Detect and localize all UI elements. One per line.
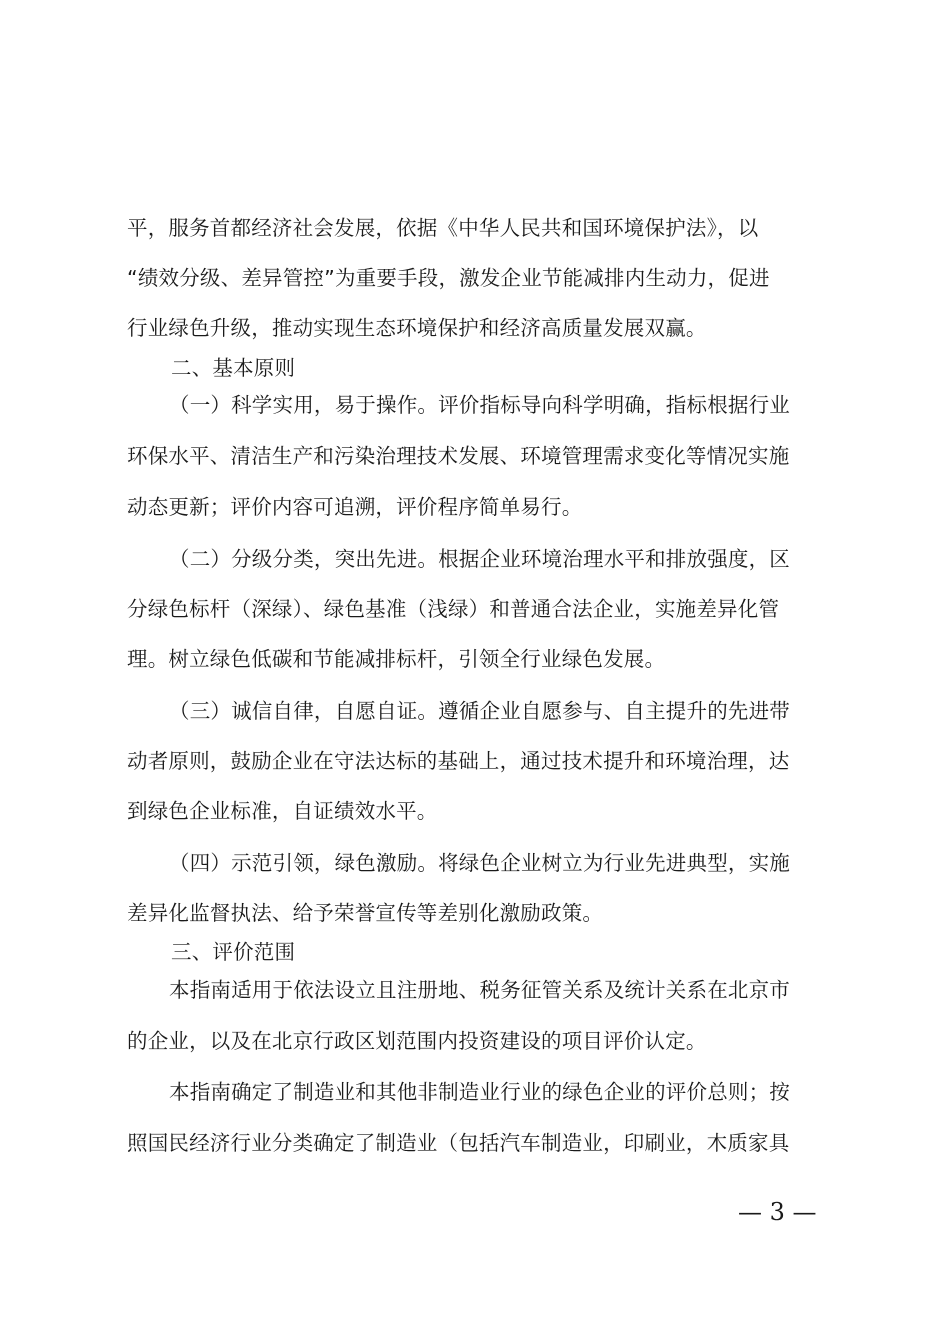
paragraph-start: （一）科学实用，易于操作。评价指标导向科学明确，指标根据行业 (169, 392, 790, 417)
text-line: 平，服务首都经济社会发展，依据《中华人民共和国环境保护法》，以 (127, 215, 759, 240)
text-line: 动者原则，鼓励企业在守法达标的基础上，通过技术提升和环境治理，达 (127, 748, 790, 773)
text-line: 动态更新；评价内容可追溯，评价程序简单易行。 (127, 494, 583, 519)
text-line: 行业绿色升级，推动实现生态环境保护和经济高质量发展双赢。 (127, 315, 707, 340)
section-heading: 三、评价范围 (171, 939, 296, 964)
text-line: 照国民经济行业分类确定了制造业（包括汽车制造业，印刷业，木质家具 (127, 1130, 790, 1155)
text-line: 到绿色企业标准，自证绩效水平。 (127, 798, 438, 823)
paragraph-start: （二）分级分类，突出先进。根据企业环境治理水平和排放强度，区 (169, 546, 790, 571)
text-line: 差异化监督执法、给予荣誉宣传等差别化激励政策。 (127, 900, 604, 925)
page-number: — 3 — (738, 1198, 817, 1226)
paragraph-start: （三）诚信自律，自愿自证。遵循企业自愿参与、自主提升的先进带 (169, 698, 790, 723)
text-line: 理。树立绿色低碳和节能减排标杆，引领全行业绿色发展。 (127, 646, 666, 671)
text-line: 环保水平、清洁生产和污染治理技术发展、环境管理需求变化等情况实施 (127, 443, 790, 468)
paragraph-start: 本指南确定了制造业和其他非制造业行业的绿色企业的评价总则；按 (169, 1079, 790, 1104)
section-heading: 二、基本原则 (171, 355, 296, 380)
paragraph-start: 本指南适用于依法设立且注册地、税务征管关系及统计关系在北京市 (169, 977, 790, 1002)
text-line: 分绿色标杆（深绿）、绿色基准（浅绿）和普通合法企业，实施差异化管 (127, 596, 780, 621)
text-line: “绩效分级、差异管控”为重要手段，激发企业节能减排内生动力，促进 (127, 265, 770, 290)
text-line: 的企业，以及在北京行政区划范围内投资建设的项目评价认定。 (127, 1028, 707, 1053)
paragraph-start: （四）示范引领，绿色激励。将绿色企业树立为行业先进典型，实施 (169, 850, 790, 875)
